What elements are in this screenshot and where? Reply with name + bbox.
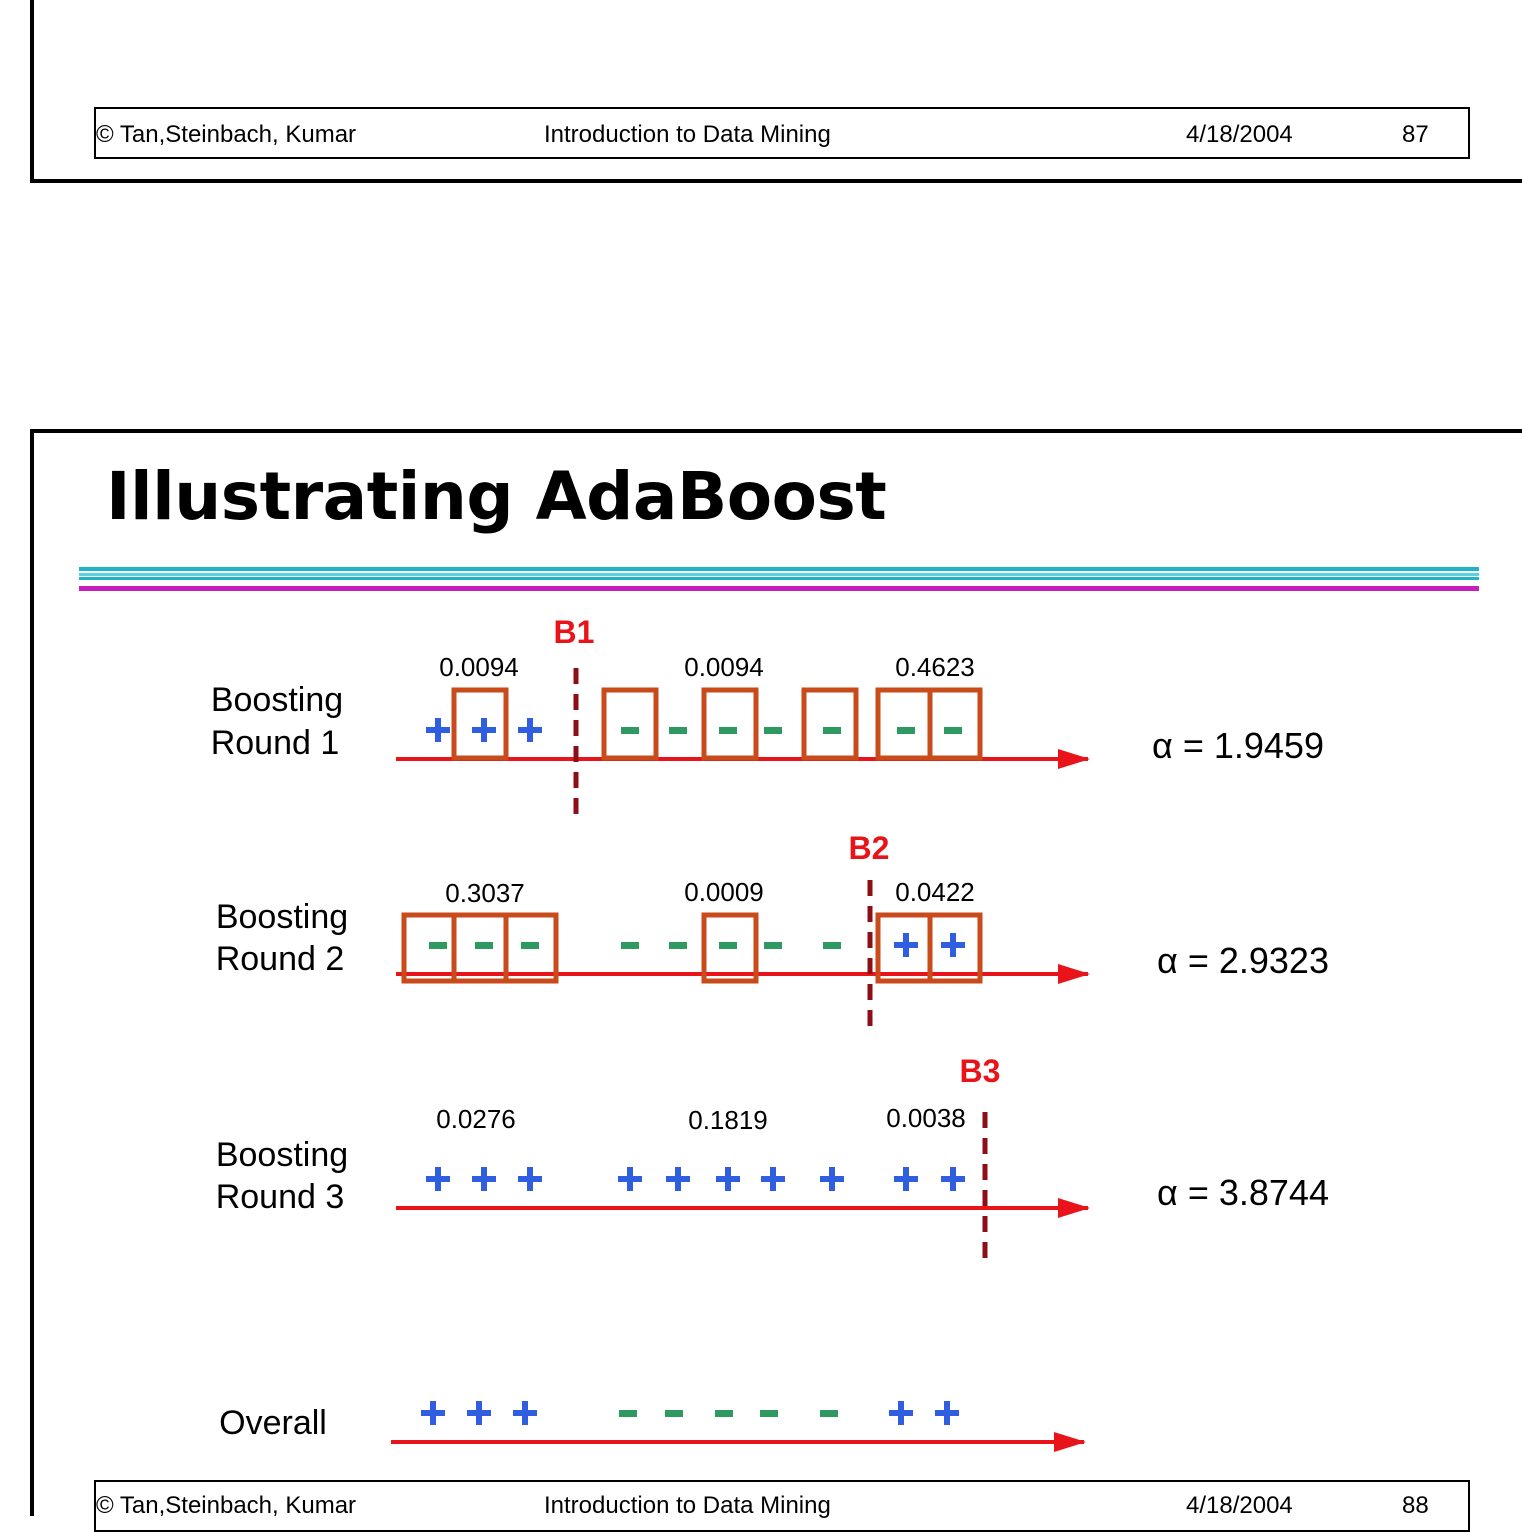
boosting-round-1	[211, 614, 1324, 815]
weight-label: 0.0422	[895, 877, 975, 907]
negative-point	[429, 942, 447, 949]
negative-point	[619, 1410, 637, 1417]
alpha-value: α = 3.8744	[1157, 1172, 1329, 1213]
negative-point	[764, 727, 782, 734]
positive-point	[472, 718, 496, 742]
round-label-line1: Boosting	[215, 898, 349, 936]
alpha-value: α = 2.9323	[1157, 940, 1329, 981]
weight-label: 0.0009	[684, 877, 764, 907]
boosting-round-3	[216, 1053, 1329, 1262]
weight-highlight-box	[454, 690, 506, 758]
negative-point	[719, 942, 737, 949]
positive-point	[820, 1167, 844, 1191]
negative-point	[823, 727, 841, 734]
negative-point	[760, 1410, 778, 1417]
weight-label: 0.0276	[436, 1104, 516, 1134]
negative-point	[820, 1410, 838, 1417]
positive-point	[941, 1167, 965, 1191]
weight-highlight-box	[604, 690, 656, 758]
weight-highlight-box	[804, 690, 856, 758]
weight-highlight-box	[930, 690, 980, 758]
weight-label: 0.0094	[439, 652, 519, 682]
footer-page-number: 88	[1402, 1492, 1429, 1519]
negative-point	[621, 727, 639, 734]
weight-label: 0.0038	[886, 1103, 966, 1133]
weight-highlight-box	[878, 690, 930, 758]
negative-point	[621, 942, 639, 949]
boundary-label: B3	[959, 1053, 1001, 1089]
round-label-line2: Round 1	[210, 724, 340, 762]
boundary-label: B1	[553, 614, 595, 650]
round-label-line1: Boosting	[210, 681, 344, 719]
positive-point	[421, 1401, 445, 1425]
slide-title: Illustrating AdaBoost	[106, 458, 887, 535]
negative-point	[665, 1410, 683, 1417]
negative-point	[944, 727, 962, 734]
negative-point	[823, 942, 841, 949]
positive-point	[894, 1167, 918, 1191]
positive-point	[666, 1167, 690, 1191]
positive-point	[941, 933, 965, 957]
weight-highlight-box	[704, 690, 756, 758]
footer-course: Introduction to Data Mining	[544, 1492, 831, 1519]
footer-course: Introduction to Data Mining	[544, 121, 831, 148]
positive-point	[518, 1167, 542, 1191]
footer-date: 4/18/2004	[1186, 121, 1293, 148]
negative-point	[719, 727, 737, 734]
positive-point	[426, 718, 450, 742]
positive-point	[716, 1167, 740, 1191]
footer-copyright: © Tan,Steinbach, Kumar	[96, 121, 357, 148]
negative-point	[897, 727, 915, 734]
weight-label: 0.4623	[895, 652, 975, 682]
positive-point	[426, 1167, 450, 1191]
title-underline	[79, 567, 1479, 591]
overall-label: Overall	[219, 1404, 327, 1442]
negative-point	[669, 942, 687, 949]
weight-label: 0.3037	[445, 878, 525, 908]
boosting-round-2	[216, 830, 1329, 1028]
positive-point	[513, 1401, 537, 1425]
positive-point	[894, 933, 918, 957]
positive-point	[889, 1401, 913, 1425]
positive-point	[761, 1167, 785, 1191]
boundary-label: B2	[848, 830, 890, 866]
positive-point	[467, 1401, 491, 1425]
negative-point	[669, 727, 687, 734]
alpha-value: α = 1.9459	[1152, 725, 1324, 766]
negative-point	[715, 1410, 733, 1417]
negative-point	[475, 942, 493, 949]
positive-point	[618, 1167, 642, 1191]
weight-label: 0.0094	[684, 652, 764, 682]
overall-row	[219, 1401, 1084, 1442]
positive-point	[518, 718, 542, 742]
positive-point	[472, 1167, 496, 1191]
round-label-line2: Round 3	[215, 1178, 345, 1216]
negative-point	[764, 942, 782, 949]
footer-page-number: 87	[1402, 121, 1429, 148]
weight-label: 0.1819	[688, 1105, 768, 1135]
round-label-line2: Round 2	[215, 940, 345, 978]
negative-point	[521, 942, 539, 949]
footer-copyright: © Tan,Steinbach, Kumar	[96, 1492, 357, 1519]
round-label-line1: Boosting	[215, 1136, 349, 1174]
positive-point	[935, 1401, 959, 1425]
footer-date: 4/18/2004	[1186, 1492, 1293, 1519]
